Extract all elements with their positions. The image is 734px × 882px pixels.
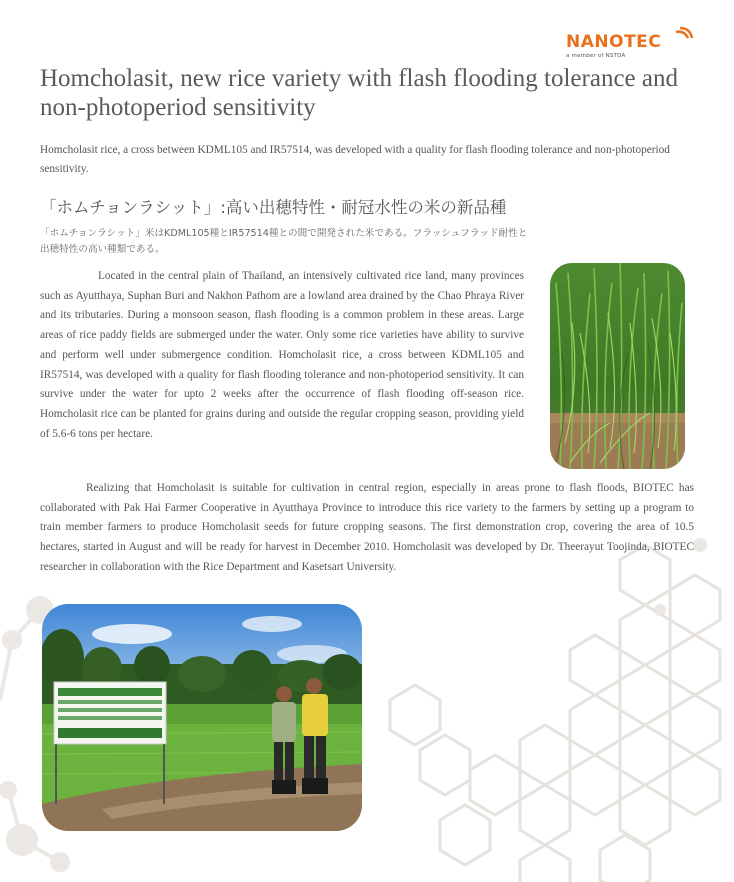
article-title: Homcholasit, new rice variety with flash flooding tolerance and non-photoperiod sensitivity (40, 65, 678, 121)
rice-plants-illustration (550, 263, 685, 469)
field-scene-illustration (42, 604, 362, 831)
rice-plants-photo (550, 263, 685, 469)
body-paragraph-2: Realizing that Homcholasit is suitable for cultivation in central region, especially in areas prone to flash floods, BIOTEC has collaborated with Pak Hai Farmer Cooperative in Ayutthaya Province to introduce this rice variety to the farmers by setting up a program to train member farmers to produce Homcholasit seeds for future cropping seasons. The first demonstration crop, covering the area of 10.5 hectares, started in August and will be ready for harvest in December 2010. Homcholasit was developed by Dr. Theerayut Toojinda, BIOTEC researcher in collaboration with the Rice Department and Kasetsart University. (40, 482, 694, 573)
nanotec-logo (560, 26, 700, 66)
logo-wordmark: NANOTEC (566, 32, 662, 52)
article-summary: Homcholasit rice, a cross between KDML105 and IR57514, was developed with a quality for flash flooding tolerance and non-photoperiod sensitivity. (40, 144, 670, 175)
japanese-title: 「ホムチョンラシット」:高い出穂特性・耐冠水性の米の新品種 (40, 198, 507, 217)
logo-arc-icon (674, 26, 694, 46)
body-paragraph-1: Located in the central plain of Thailand, an intensively cultivated rice land, many provinces such as Ayutthaya, Suphan Buri and Nakhon Pathom are a lowland area drained by the Chao Phraya River and its tributaries. During a monsoon season, flash flooding is a common problem in these areas. Large areas of rice paddy fields are submerged under the water. Only some rice varieties have ability to survive and perform well under submergence condition. Homcholasit rice, a cross between KDML105 and IR57514, was developed with a quality for flash flooding tolerance and non-photoperiod sensitivity. It can survive under the water for upto 2 weeks after the occurrence of flash flooding off-season rice. Homcholasit rice can be planted for grains during and outside the regular cropping season, providing yield of 5.6-6 tons per hectare. (40, 270, 524, 440)
japanese-summary: 「ホムチョンラシット」米はKDML105種とIR57514種との間で開発された米である。フラッシュフラッド耐性と出穂特性の高い種類である。 (40, 228, 528, 255)
field-researchers-photo (42, 604, 362, 831)
logo-subtitle: a member of NSTDA (566, 53, 626, 59)
